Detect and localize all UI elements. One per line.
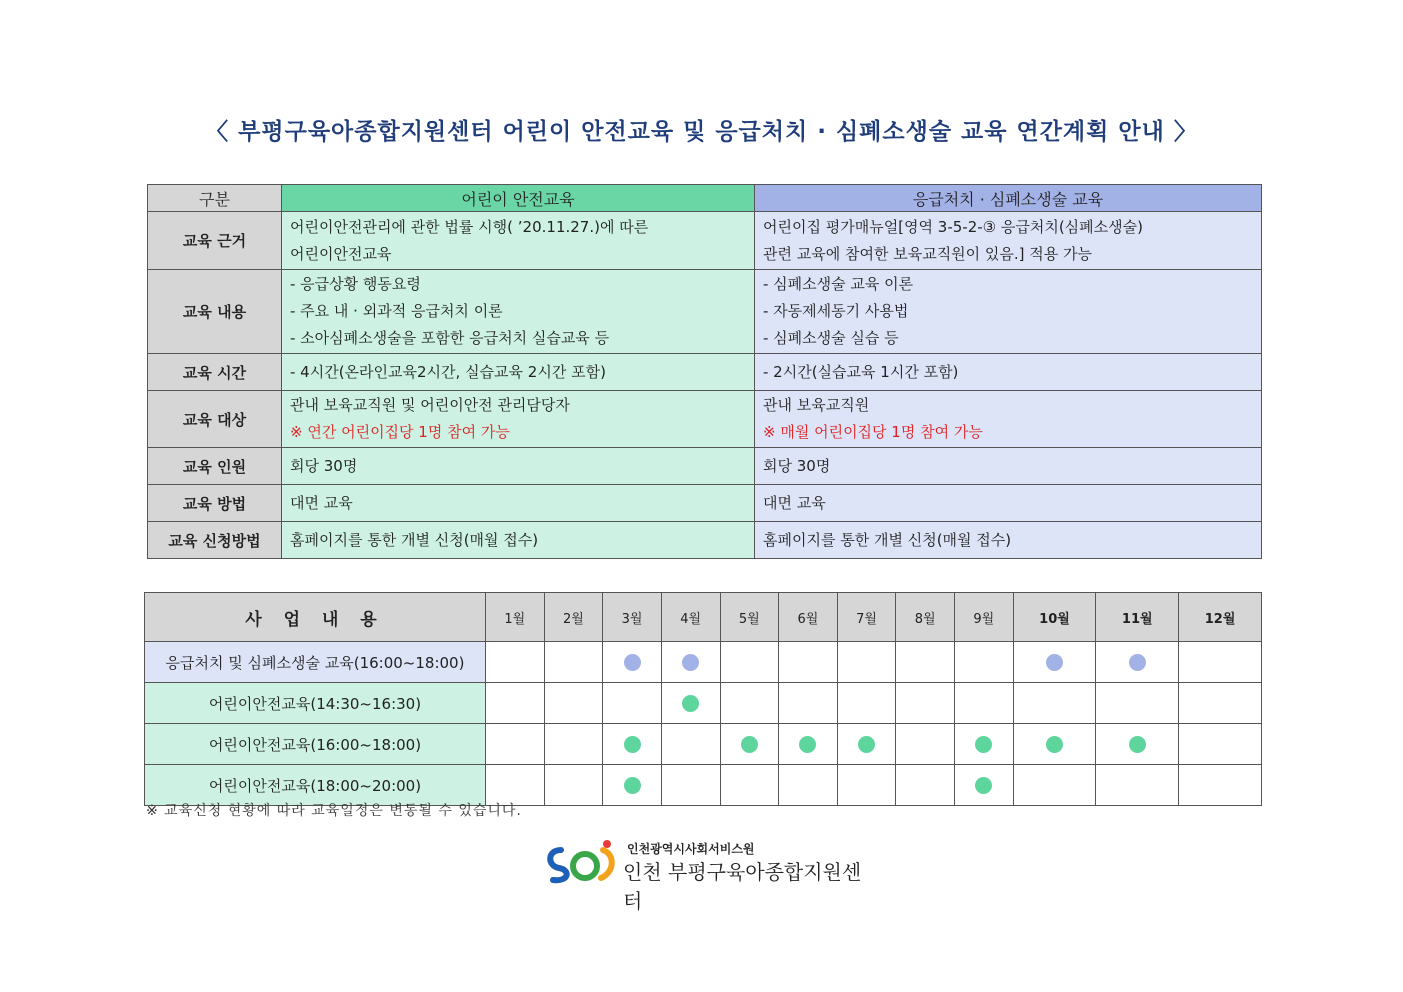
cell-line: - 2시간(실습교육 1시간 포함): [763, 362, 959, 381]
cell-line: - 4시간(온라인교육2시간, 실습교육 2시간 포함): [290, 362, 606, 381]
month-cell: [720, 642, 779, 683]
month-cell: [779, 765, 838, 806]
schedule-row-label: 어린이안전교육(14:30~16:30): [145, 683, 486, 724]
cell-line: 관내 보육교직원: [763, 396, 870, 414]
month-cell: [1013, 765, 1096, 806]
month-cell: [603, 642, 662, 683]
cell-line: 홈페이지를 통한 개별 신청(매월 접수): [290, 530, 539, 549]
month-header: 10월: [1013, 593, 1096, 642]
month-cell: [486, 724, 545, 765]
month-cell: [1096, 724, 1179, 765]
info-row: [148, 522, 1262, 559]
month-cell: [720, 765, 779, 806]
cell-line: 관내 보육교직원 및 어린이안전 관리담당자: [290, 396, 570, 414]
cpr-cell: [755, 522, 1262, 559]
month-cell: [486, 683, 545, 724]
month-cell: [544, 724, 603, 765]
participation-note: ※ 매월 어린이집당 1명 참여 가능: [763, 423, 983, 441]
cell-line: 회당 30명: [290, 456, 358, 475]
schedule-row-label: 응급처치 및 심폐소생술 교육(16:00~18:00): [145, 642, 486, 683]
month-header: 3월: [603, 593, 662, 642]
scheduled-dot-icon: [682, 654, 699, 671]
scheduled-dot-icon: [1046, 654, 1063, 671]
cell-line: - 소아심폐소생술을 포함한 응급처치 실습교육 등: [290, 329, 610, 347]
month-cell: [779, 683, 838, 724]
info-row-label: 교육 대상: [148, 391, 282, 448]
cell-line: 대면 교육: [763, 493, 826, 512]
cell-line: 관련 교육에 참여한 보육교직원이 있음.] 적용 가능: [763, 244, 1093, 263]
scheduled-dot-icon: [858, 736, 875, 753]
month-cell: [1179, 724, 1262, 765]
child-safety-cell: [282, 485, 755, 522]
cell-line: - 심폐소생술 실습 등: [763, 329, 899, 347]
logo-mark-icon: [543, 836, 621, 886]
child-safety-cell: [282, 391, 755, 448]
cpr-cell: [755, 391, 1262, 448]
month-cell: [1013, 724, 1096, 765]
info-row: [148, 485, 1262, 522]
info-row-label: 교육 시간: [148, 354, 282, 391]
month-cell: [1096, 683, 1179, 724]
cpr-cell: [755, 354, 1262, 391]
month-cell: [661, 683, 720, 724]
scheduled-dot-icon: [624, 777, 641, 794]
month-cell: [1096, 642, 1179, 683]
center-logo: [543, 836, 873, 913]
month-cell: [837, 683, 896, 724]
info-row-label: 교육 근거: [148, 212, 282, 270]
month-cell: [661, 765, 720, 806]
month-cell: [661, 642, 720, 683]
month-cell: [1179, 642, 1262, 683]
month-cell: [603, 724, 662, 765]
cell-line: 어린이안전교육: [290, 244, 392, 263]
cell-line: 대면 교육: [290, 493, 353, 512]
education-info-table: [147, 184, 1262, 559]
month-cell: [720, 683, 779, 724]
info-row-label: 교육 신청방법: [148, 522, 282, 559]
child-safety-cell: [282, 212, 755, 270]
month-cell: [544, 642, 603, 683]
info-row: [148, 391, 1262, 448]
child-safety-cell: [282, 522, 755, 559]
month-header: 7월: [837, 593, 896, 642]
month-cell: [896, 642, 955, 683]
month-cell: [955, 683, 1014, 724]
cell-line: 홈페이지를 통한 개별 신청(매월 접수): [763, 530, 1012, 549]
schedule-row-label: 어린이안전교육(18:00~20:00): [145, 765, 486, 806]
month-cell: [837, 642, 896, 683]
month-header: 2월: [544, 593, 603, 642]
cell-line: - 주요 내 · 외과적 응급처치 이론: [290, 302, 503, 320]
schedule-row-label: 어린이안전교육(16:00~18:00): [145, 724, 486, 765]
scheduled-dot-icon: [624, 736, 641, 753]
logo-center-name: 인천 부평구육아종합지원센터: [623, 860, 862, 913]
month-cell: [1013, 683, 1096, 724]
month-header: 5월: [720, 593, 779, 642]
cell-line: 어린이안전관리에 관한 법률 시행( ’20.11.27.)에 따른: [290, 217, 649, 236]
schedule-row: [145, 724, 1262, 765]
child-safety-cell: [282, 270, 755, 354]
month-cell: [779, 642, 838, 683]
month-cell: [955, 642, 1014, 683]
child-safety-cell: [282, 354, 755, 391]
month-header: 8월: [896, 593, 955, 642]
scheduled-dot-icon: [741, 736, 758, 753]
scheduled-dot-icon: [682, 695, 699, 712]
logo-org-name: 인천광역시사회서비스원: [627, 842, 755, 856]
info-row: [148, 354, 1262, 391]
info-row-label: 교육 방법: [148, 485, 282, 522]
cell-line: 회당 30명: [763, 456, 831, 475]
participation-note: ※ 연간 어린이집당 1명 참여 가능: [290, 423, 510, 441]
scheduled-dot-icon: [1129, 654, 1146, 671]
info-row: [148, 448, 1262, 485]
month-cell: [603, 683, 662, 724]
header-child-safety: 어린이 안전교육: [282, 185, 755, 212]
month-cell: [837, 724, 896, 765]
page-title: 〈 부평구육아종합지원센터 어린이 안전교육 및 응급처치 · 심폐소생술 교육 연간계획 안내 〉: [205, 119, 1198, 145]
schedule-header-title: 사 업 내 용: [145, 593, 486, 642]
scheduled-dot-icon: [975, 777, 992, 794]
cell-line: - 심폐소생술 교육 이론: [763, 275, 914, 293]
month-cell: [486, 642, 545, 683]
cell-line: - 자동제세동기 사용법: [763, 302, 909, 320]
month-header: 1월: [486, 593, 545, 642]
cpr-cell: [755, 270, 1262, 354]
cpr-cell: [755, 485, 1262, 522]
header-category: 구분: [148, 185, 282, 212]
month-cell: [544, 683, 603, 724]
month-cell: [896, 765, 955, 806]
scheduled-dot-icon: [975, 736, 992, 753]
child-safety-cell: [282, 448, 755, 485]
month-cell: [779, 724, 838, 765]
scheduled-dot-icon: [1046, 736, 1063, 753]
month-cell: [837, 765, 896, 806]
month-cell: [1179, 765, 1262, 806]
month-header: 12월: [1179, 593, 1262, 642]
month-cell: [661, 724, 720, 765]
month-cell: [720, 724, 779, 765]
cell-line: - 응급상황 행동요령: [290, 275, 421, 293]
month-cell: [955, 765, 1014, 806]
month-cell: [896, 724, 955, 765]
schedule-row: [145, 683, 1262, 724]
month-header: 6월: [779, 593, 838, 642]
header-cpr: 응급처치 · 심폐소생술 교육: [755, 185, 1262, 212]
schedule-note: ※ 교육신청 현황에 따라 교육일정은 변동될 수 있습니다.: [146, 803, 522, 819]
scheduled-dot-icon: [624, 654, 641, 671]
month-cell: [603, 765, 662, 806]
annual-schedule-table: [144, 592, 1262, 806]
info-row-label: 교육 인원: [148, 448, 282, 485]
info-row-label: 교육 내용: [148, 270, 282, 354]
cell-line: 어린이집 평가매뉴얼[영역 3-5-2-③ 응급처치(심폐소생술): [763, 217, 1143, 236]
month-cell: [1013, 642, 1096, 683]
month-cell: [544, 765, 603, 806]
month-cell: [896, 683, 955, 724]
scheduled-dot-icon: [1129, 736, 1146, 753]
cpr-cell: [755, 448, 1262, 485]
info-row: [148, 212, 1262, 270]
scheduled-dot-icon: [799, 736, 816, 753]
cpr-cell: [755, 212, 1262, 270]
month-cell: [955, 724, 1014, 765]
month-header: 11월: [1096, 593, 1179, 642]
info-row: [148, 270, 1262, 354]
schedule-row: [145, 642, 1262, 683]
month-header: 4월: [661, 593, 720, 642]
month-header: 9월: [955, 593, 1014, 642]
month-cell: [1096, 765, 1179, 806]
month-cell: [1179, 683, 1262, 724]
